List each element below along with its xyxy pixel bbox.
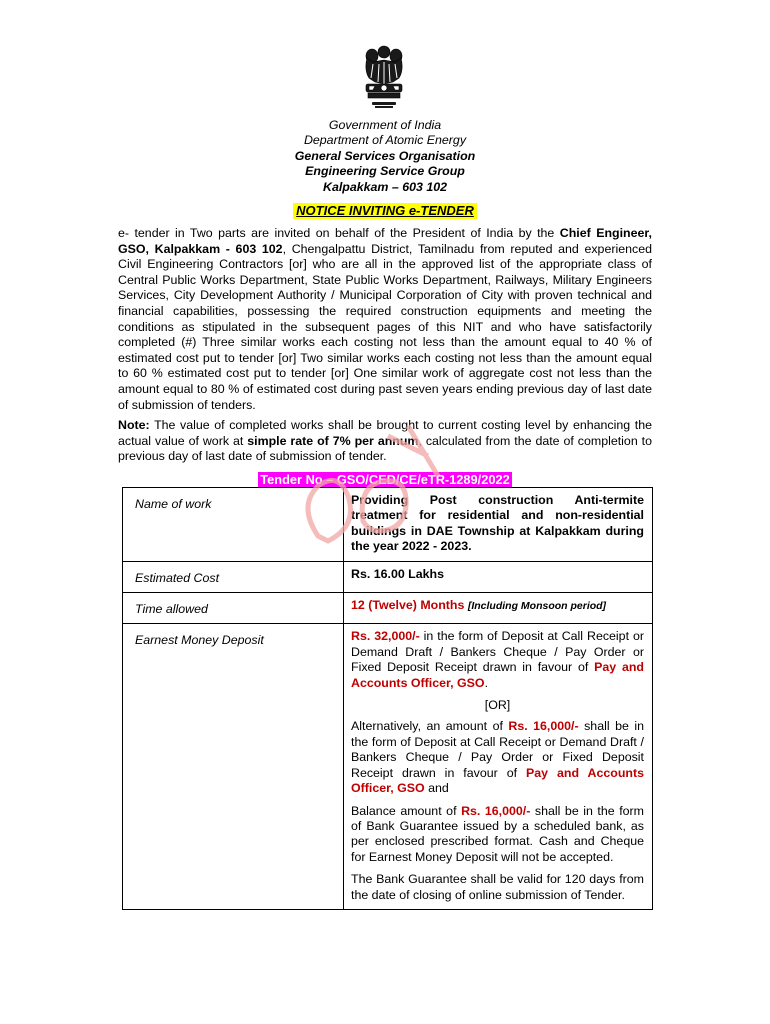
value-time-allowed [344,593,653,624]
table-row-time-allowed [123,593,653,624]
table-row-emd [123,624,653,910]
note-label: Note: [118,418,150,432]
emd-payee-full: Pay and Accounts Officer, GSO [351,660,644,690]
table-row-estimated-cost [123,561,653,592]
emd-balance [351,804,644,866]
emd-alt-end: and [424,781,449,796]
emd-amount-full: Rs. 32,000/- [351,629,420,644]
time-allowed-months: 12 (Twelve) Months [351,598,465,613]
note-text-a: The value of completed works shall be brought to current costing level by enhancing the actual value of work at [118,418,652,448]
label-emd: Earnest Money Deposit [123,624,344,910]
label-time-allowed: Time allowed [123,593,344,624]
note-text-c: , calculated from the date of completion to previous day of last date of submission of tender. [118,433,652,464]
note-text-b: simple rate of 7% per annum [247,433,419,448]
header-line-group: Engineering Service Group [305,164,465,179]
value-estimated-cost: Rs. 16.00 Lakhs [344,561,653,592]
emd-text-full: in the form of Deposit at Call Receipt or Demand Draft / Bankers Cheque / Pay Order or Fixed Deposit Receipt drawn in favour of [351,629,644,675]
time-allowed-note: [Including Monsoon period] [467,600,607,613]
label-estimated-cost: Estimated Cost [123,561,344,592]
emd-balance-amount: Rs. 16,000/- [461,803,531,818]
value-name-of-work: Providing Post construction Anti-termite treatment for residential and non-residential buildings in DAE Township at Kalpakkam during the year 2022 - 2023. [344,488,653,562]
emd-end-full: . [484,675,489,690]
emd-bank-guarantee-validity: The Bank Guarantee shall be valid for 120 days from the date of closing of online submission of Tender. [351,872,644,902]
intro-text-a: e- tender in Two parts are invited on behalf of the President of India by the [118,226,560,240]
emd-alt-text-b: shall be in the form of Deposit at Call Receipt or Demand Draft / Bankers Cheque / Pay Order or Fixed Deposit Receipt drawn in favour of [351,719,644,780]
value-emd [344,624,653,910]
letterhead [0,118,770,195]
intro-paragraph [118,226,652,413]
tender-number-text: Tender No – GSO/CED/CE/eTR-1289/2022 [260,472,510,487]
emd-balance-text-a: Balance amount of [351,803,462,818]
header-line-organisation: General Services Organisation [294,148,476,163]
intro-text-b: Chief Engineer, GSO, Kalpakkam - 603 102 [118,226,652,256]
emd-alt-text-a: Alternatively, an amount of [351,719,509,734]
intro-text-c: , Chengalpattu District, Tamilnadu from reputed and experienced Civil Engineering Contractors [or] who are all in the approved list of the appropriate class of Central Public Works Department, State Public Works Department, Railways, Military Engineers Services, City Development Authority / Municipal Corporation of City with proven technical and financial capabilities, possessing the required construction equipments and meeting the conditions as stipulated in the subsequent pages of this NIT and who have satisfactorily completed (#) Three similar works each costing not less than the amount equal to 40 % of estimated cost put to tender [or] Two similar works each costing not less than the amount equal to 60 % estimated cost put to tender [or] One similar work of aggregate cost not less than the amount equal to 80 % of estimated cost during past seven years ending previous day of last date of submission of tenders. [118,241,652,412]
note-paragraph [118,418,652,465]
emd-alt-payee: Pay and Accounts Officer, GSO [351,765,644,796]
emd-option-full [351,629,644,691]
header-line-government: Government of India [328,118,442,132]
emd-option-alternative [351,719,644,796]
notice-title-text: NOTICE INVITING e-TENDER [293,203,477,219]
header-line-location: Kalpakkam – 603 102 [323,179,447,194]
emd-alt-amount: Rs. 16,000/- [508,719,579,734]
emd-balance-text-b: shall be in the form of Bank Guarantee issued by a scheduled bank, as per enclosed prescribed format. Cash and Cheque for Earnest Money Deposit will not be accepted. [351,803,644,864]
table-row-name-of-work [123,488,653,562]
notice-title [0,202,770,220]
national-emblem-icon [357,44,411,112]
emd-or-separator: [OR] [484,698,511,713]
tender-details-table [122,487,653,910]
label-name-of-work: Name of work [123,488,344,562]
header-line-department: Department of Atomic Energy [303,133,467,148]
